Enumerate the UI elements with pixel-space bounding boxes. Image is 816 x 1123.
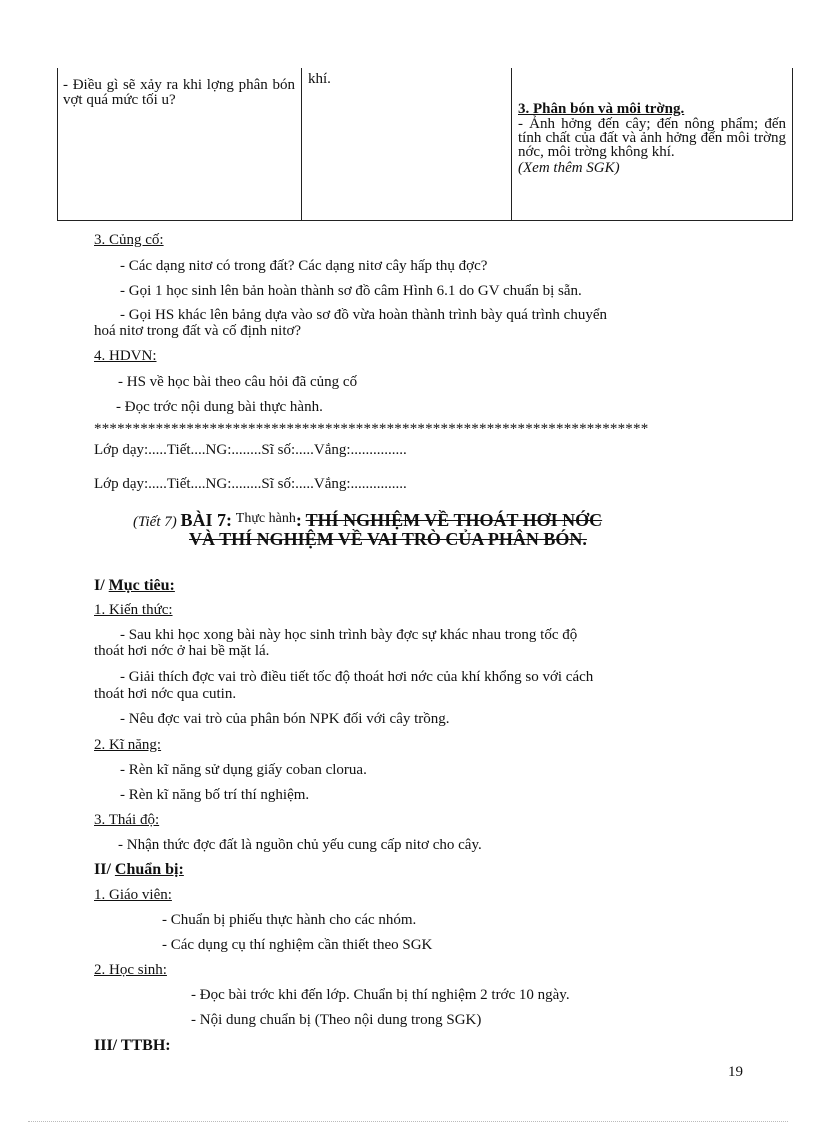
list-item: - Gọi HS khác lên bảng dựa vào sơ đồ vừa hoàn thành trình bày quá trình chuyển [120,307,607,323]
title-colon: : [295,510,302,530]
content-note: (Xem thêm SGK) [518,160,620,176]
content-heading: 3. Phân bón và môi trờng. [518,101,685,117]
list-item: - Rèn kĩ năng bố trí thí nghiệm. [120,787,310,803]
separator: ************************************************************************ [94,421,649,437]
list-item: - Đọc bài trớc khi đến lớp. Chuẩn bị thí nghiệm 2 trớc 10 ngày. [191,987,570,1003]
list-item: - Rèn kĩ năng sử dụng giấy coban clorua. [120,762,367,778]
heading-text: Mục tiêu: [108,577,175,594]
hoc-sinh-heading: 2. Học sinh: [94,962,167,978]
list-item: - Nêu đợc vai trò của phân bón NPK đối với cây trồng. [120,711,450,727]
list-item: - Sau khi học xong bài này học sinh trình bày đợc sự khác nhau trong tốc độ [120,627,578,643]
lop-day-line: Lớp dạy:.....Tiết....NG:........Sĩ số:.....Vắng:............... [94,476,407,492]
answer-text: khí. [308,71,331,87]
thuc-hanh-label: Thực hành [235,511,296,526]
title-line1: THÍ NGHIỆM VỀ THOÁT HƠI NỚC [305,510,603,530]
list-item: - Các dạng nitơ có trong đất? Các dạng nitơ cây hấp thụ đợc? [120,258,488,274]
list-item: - Đọc trớc nội dung bài thực hành. [116,399,323,415]
question-text: - Điều gì sẽ xảy ra khi lợng phân bón vợt quá mức tối u? [63,77,295,108]
list-item: hoá nitơ trong đất và cố định nitơ? [94,323,302,339]
list-item: thoát hơi nớc qua cutin. [94,686,237,702]
table-cell-content [512,68,793,221]
list-item: thoát hơi nớc ở hai bề mặt lá. [94,643,270,659]
list-item: - Các dụng cụ thí nghiệm cần thiết theo SGK [162,937,433,953]
lesson-table [57,68,793,221]
page-number: 19 [728,1064,743,1080]
title-line2: VÀ THÍ NGHIỆM VỀ VAI TRÒ CỦA PHÂN BÓN. [189,529,587,549]
list-item: - Gọi 1 học sinh lên bản hoàn thành sơ đồ câm Hình 6.1 do GV chuẩn bị sẵn. [120,283,582,299]
kien-thuc-heading: 1. Kiến thức: [94,602,173,618]
cungco-heading: 3. Củng cố: [94,232,164,248]
ttbh-heading: III/ TTBH: [94,1037,171,1054]
chuan-bi-heading [94,861,184,878]
heading-prefix: II/ [94,861,115,878]
thai-do-heading: 3. Thái độ: [94,812,160,828]
ki-nang-heading: 2. Kĩ năng: [94,737,162,753]
page-footer-line [28,1121,788,1122]
table-cell-question [58,68,302,221]
lop-day-line: Lớp dạy:.....Tiết....NG:........Sĩ số:.....Vắng:............... [94,442,407,458]
content-text: - Ảnh hởng đến cây; đến nông phẩm; đến tính chất của đất và ảnh hởng đến môi trờng nớc, môi trờng không khí. [518,116,786,160]
list-item: - Nhận thức đợc đất là nguồn chủ yếu cung cấp nitơ cho cây. [118,837,482,853]
list-item: - HS về học bài theo câu hỏi đã củng cố [118,374,358,390]
heading-text: Chuẩn bị: [114,861,184,878]
hdvn-heading: 4. HDVN: [94,348,157,364]
giao-vien-heading: 1. Giáo viên: [94,887,172,903]
muc-tieu-heading [94,577,175,594]
table-cell-answer [302,68,512,221]
list-item: - Giải thích đợc vai trò điều tiết tốc độ thoát hơi nớc của khí khổng so với cách [120,669,594,685]
bai-label: BÀI 7: [180,510,233,530]
tiet-label: (Tiết 7) [133,514,177,530]
list-item: - Nội dung chuẩn bị (Theo nội dung trong SGK) [191,1012,482,1028]
heading-prefix: I/ [94,577,109,594]
list-item: - Chuẩn bị phiếu thực hành cho các nhóm. [162,912,417,928]
